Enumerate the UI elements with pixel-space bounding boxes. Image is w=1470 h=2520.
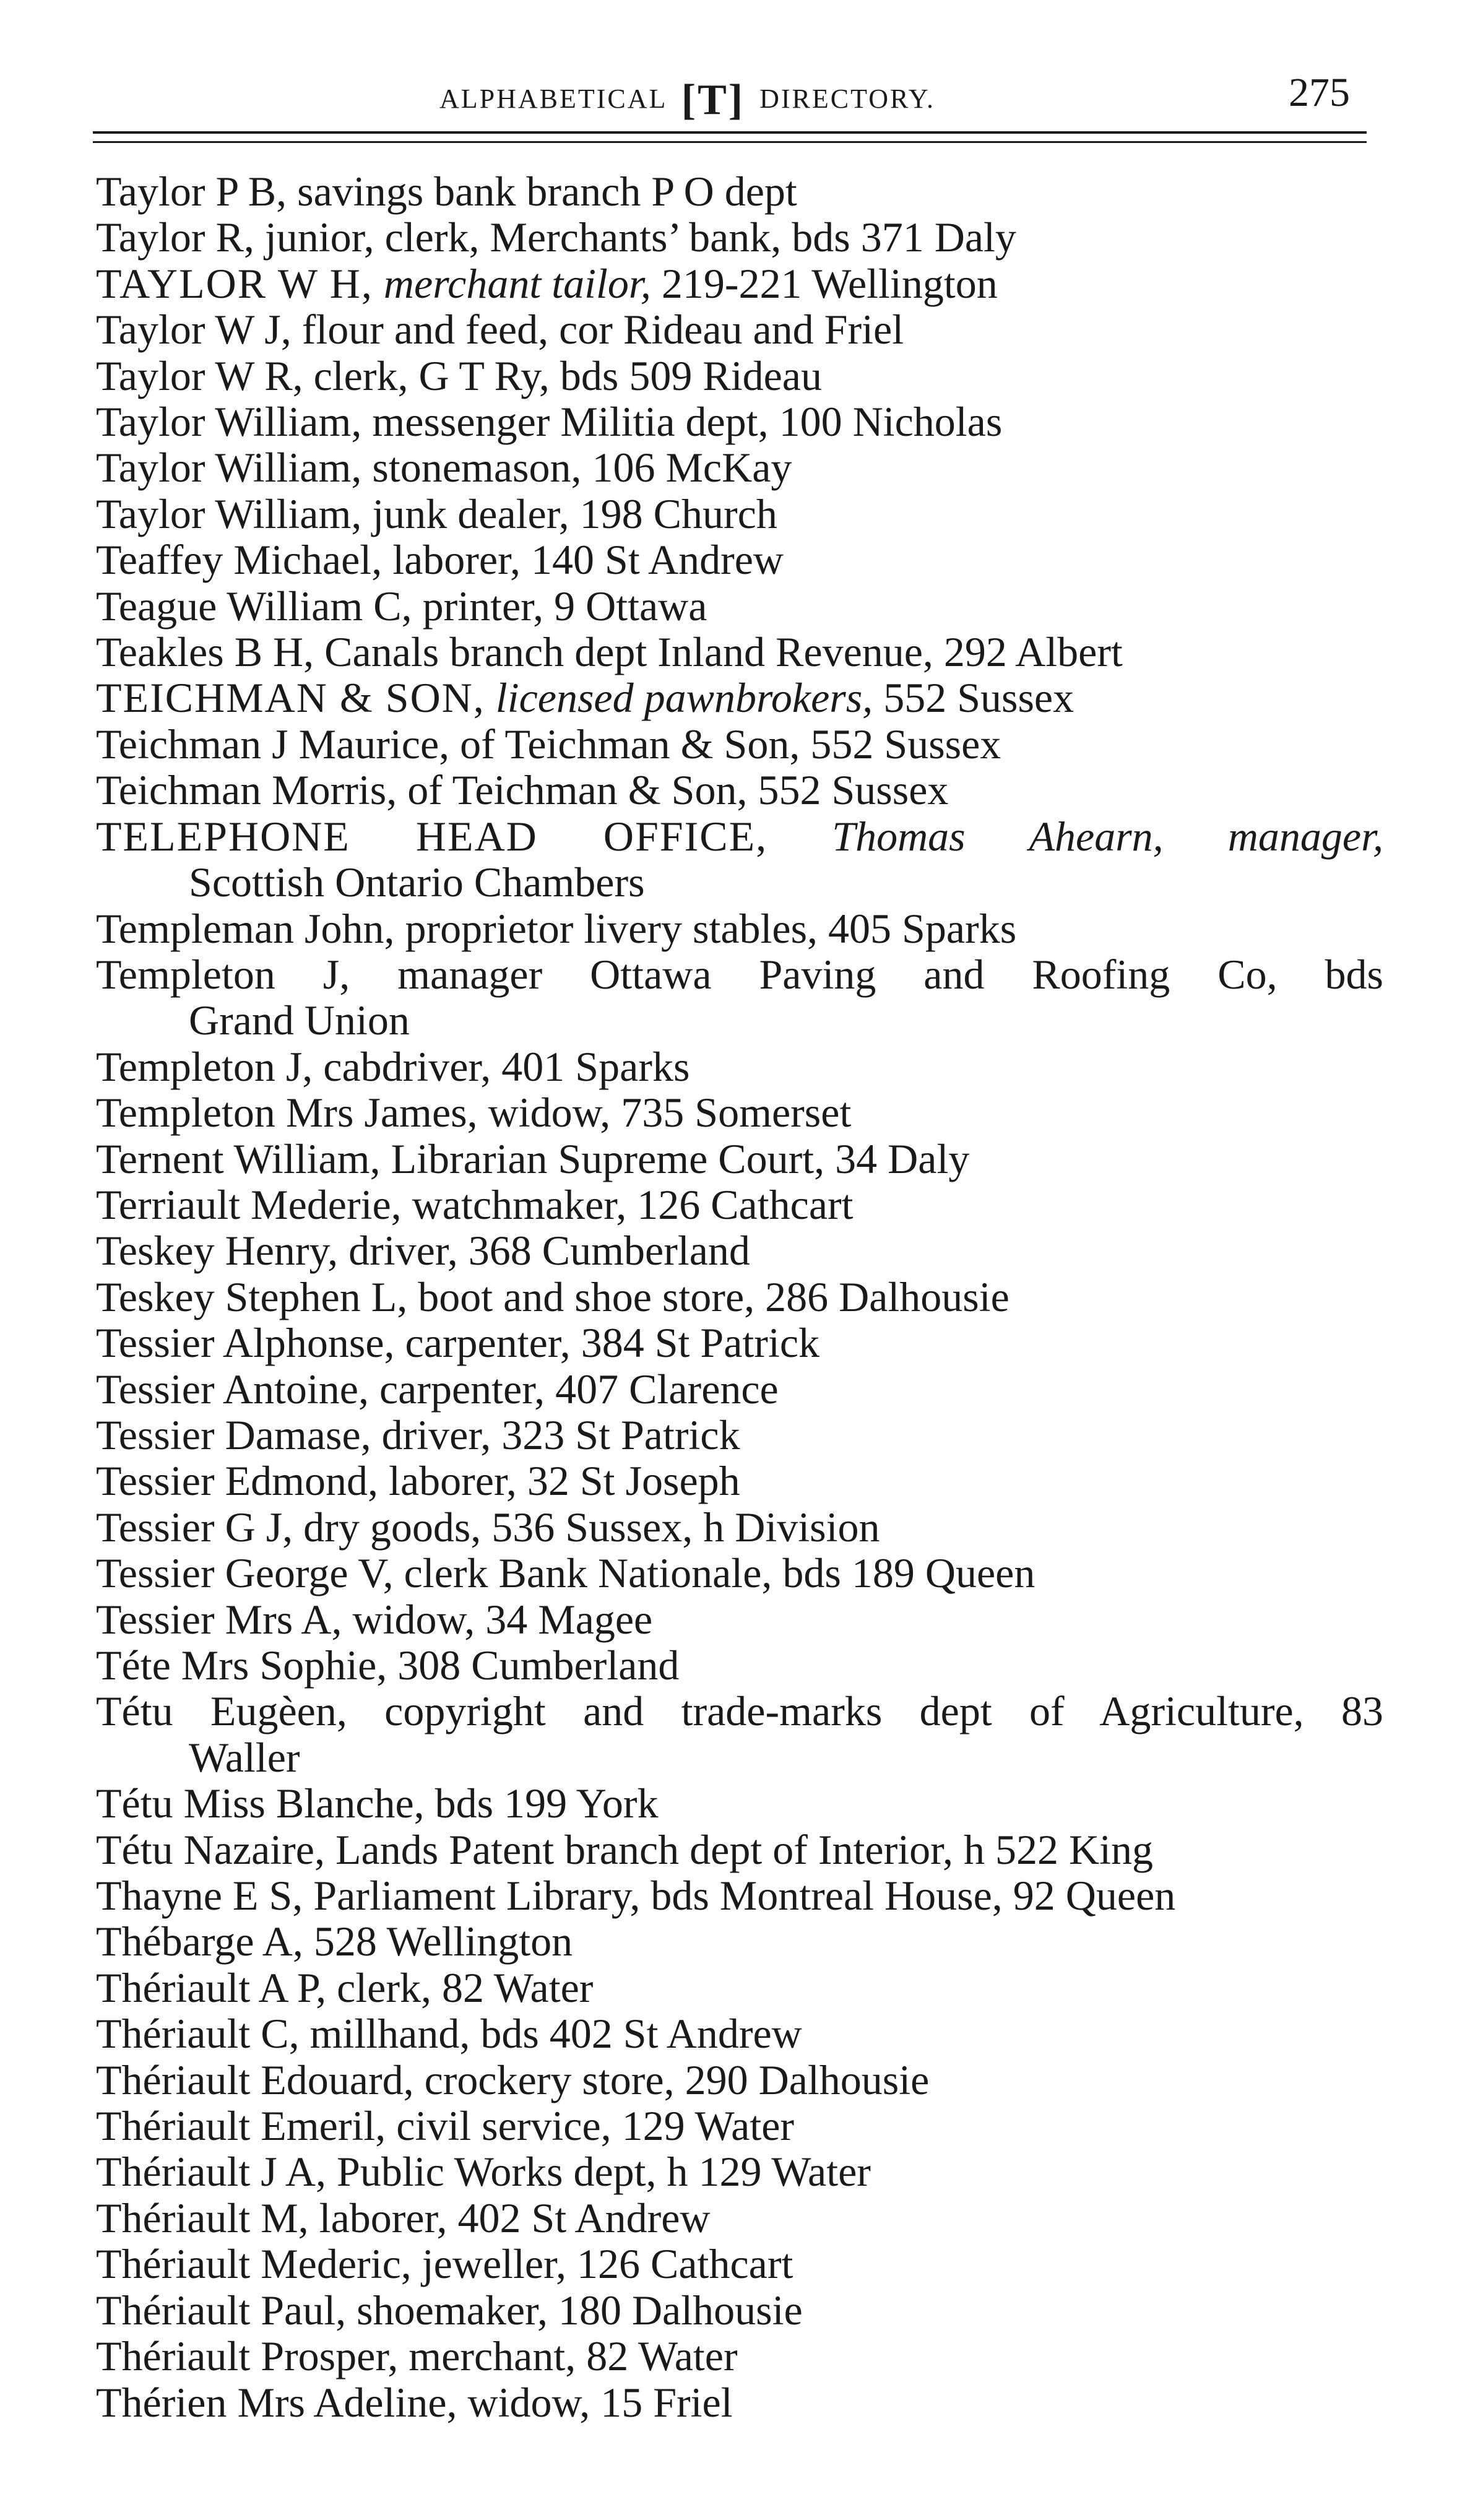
entry-text: Thériault A P, clerk, 82 Water <box>96 1964 594 2011</box>
directory-entry <box>96 1228 1383 1273</box>
entry-description: merchant tailor, <box>383 259 651 307</box>
directory-entry <box>96 813 1383 906</box>
directory-entry <box>96 1044 1383 1089</box>
entry-text: Teakles B H, Canals branch dept Inland Revenue, 292 Albert <box>96 628 1123 676</box>
directory-entry <box>96 583 1383 629</box>
entry-text: Taylor William, stonemason, 106 McKay <box>96 444 792 491</box>
directory-entry <box>96 675 1383 721</box>
directory-entry <box>96 1596 1383 1642</box>
entry-text: Thériault M, laborer, 402 St Andrew <box>96 2194 711 2241</box>
directory-entry <box>96 537 1383 582</box>
directory-entry <box>96 1780 1383 1826</box>
running-title <box>439 76 935 125</box>
directory-entry <box>96 2011 1383 2056</box>
running-title-prefix: ALPHABETICAL <box>439 84 667 114</box>
entry-text: Tessier Mrs A, widow, 34 Magee <box>96 1595 653 1643</box>
entry-text: Tessier George V, clerk Bank Nationale, bds 189 Queen <box>96 1549 1035 1597</box>
entry-text: Tessier G J, dry goods, 536 Sussex, h Division <box>96 1503 880 1551</box>
entry-text: Thériault J A, Public Works dept, h 129 Water <box>96 2148 871 2196</box>
directory-entry <box>96 353 1383 399</box>
entry-text: Thériault Mederic, jeweller, 126 Cathcart <box>96 2240 793 2288</box>
header-rule-bottom <box>93 141 1367 143</box>
directory-entry <box>96 491 1383 537</box>
entry-text: Tétu Nazaire, Lands Patent branch dept of Interior, h 522 King <box>96 1825 1154 1873</box>
directory-entry <box>96 1504 1383 1550</box>
entry-text: Thayne E S, Parliament Library, bds Montreal House, 92 Queen <box>96 1872 1176 1920</box>
entry-text: Taylor William, junk dealer, 198 Church <box>96 490 777 537</box>
entry-text: Templeman John, proprietor livery stables, 405 Sparks <box>96 904 1017 952</box>
entry-text: Teichman J Maurice, of Teichman & Son, 552 Sussex <box>96 720 1001 768</box>
header-rule-top <box>93 131 1367 134</box>
running-title-suffix: DIRECTORY. <box>759 84 935 114</box>
directory-entry <box>96 1366 1383 1412</box>
entry-text: Tessier Antoine, carpenter, 407 Clarence <box>96 1365 779 1413</box>
directory-entry <box>96 2149 1383 2194</box>
directory-entry <box>96 2103 1383 2149</box>
entry-text: Thériault Edouard, crockery store, 290 Dalhousie <box>96 2056 930 2103</box>
entry-line <box>96 260 998 307</box>
directory-entry <box>96 261 1383 306</box>
directory-entry <box>96 214 1383 260</box>
directory-entry <box>96 1089 1383 1135</box>
entry-text: Taylor W R, clerk, G T Ry, bds 509 Rideau <box>96 352 822 399</box>
directory-entry <box>96 306 1383 352</box>
entry-text: Templeton J, manager Ottawa Paving and Roofing Co, bds <box>96 950 1383 998</box>
entry-text: Thébarge A, 528 Wellington <box>96 1918 573 1965</box>
directory-entry <box>96 1827 1383 1873</box>
entry-text: Taylor W J, flour and feed, cor Rideau and Friel <box>96 306 904 353</box>
entry-address: 219-221 Wellington <box>661 259 998 307</box>
directory-entry <box>96 2379 1383 2425</box>
directory-entry <box>96 1136 1383 1182</box>
entry-business-name: TELEPHONE HEAD OFFICE, <box>96 812 768 860</box>
entry-text: Teaffey Michael, laborer, 140 St Andrew <box>96 536 784 584</box>
directory-entry <box>96 1182 1383 1228</box>
entry-text: Thérien Mrs Adeline, widow, 15 Friel <box>96 2378 733 2426</box>
directory-entry <box>96 2241 1383 2287</box>
directory-entry <box>96 721 1383 767</box>
entry-text: Teague William C, printer, 9 Ottawa <box>96 582 707 630</box>
entry-continuation: Scottish Ontario Chambers <box>189 859 645 906</box>
directory-entry <box>96 399 1383 444</box>
entry-text: Taylor P B, savings bank branch P O dept <box>96 168 797 215</box>
directory-entry <box>96 1550 1383 1596</box>
entry-text: Tétu Eugèen, copyright and trade-marks dept of Agriculture, 83 <box>96 1687 1383 1735</box>
directory-entry <box>96 444 1383 490</box>
directory-entry <box>96 2287 1383 2333</box>
entry-text: Teskey Henry, driver, 368 Cumberland <box>96 1227 750 1275</box>
directory-entry <box>96 629 1383 675</box>
directory-entry <box>96 1274 1383 1320</box>
entry-text: Thériault C, millhand, bds 402 St Andrew <box>96 2010 802 2058</box>
directory-entry <box>96 1412 1383 1458</box>
directory-entry <box>96 1458 1383 1504</box>
entry-text: Téte Mrs Sophie, 308 Cumberland <box>96 1642 680 1689</box>
entry-address: 552 Sussex <box>883 674 1074 722</box>
page-header <box>0 69 1470 124</box>
entry-text: Tessier Damase, driver, 323 St Patrick <box>96 1411 740 1458</box>
directory-entry <box>96 906 1383 951</box>
entry-text: Tétu Miss Blanche, bds 199 York <box>96 1780 659 1827</box>
entry-text: Tessier Edmond, laborer, 32 St Joseph <box>96 1457 740 1505</box>
section-letter: [T] <box>681 76 745 124</box>
entry-business-name: TAYLOR W H, <box>96 259 373 307</box>
directory-entry <box>96 1873 1383 1918</box>
entry-description: Thomas Ahearn, manager, <box>832 812 1383 860</box>
entry-text: Terriault Mederie, watchmaker, 126 Cathcart <box>96 1180 854 1228</box>
entry-continuation: Grand Union <box>189 997 410 1044</box>
directory-entry <box>96 2195 1383 2241</box>
directory-entry <box>96 168 1383 214</box>
directory-entry <box>96 767 1383 813</box>
entry-text: Thériault Paul, shoemaker, 180 Dalhousie <box>96 2286 803 2334</box>
entry-text: Tessier Alphonse, carpenter, 384 St Patrick <box>96 1319 820 1367</box>
entry-text: Thériault Emeril, civil service, 129 Water <box>96 2102 795 2150</box>
directory-entry <box>96 1918 1383 1964</box>
entry-business-name: TEICHMAN & SON, <box>96 674 485 722</box>
directory-entry <box>96 1965 1383 2011</box>
entry-text: Teskey Stephen L, boot and shoe store, 286 Dalhousie <box>96 1273 1010 1320</box>
entry-text: Thériault Prosper, merchant, 82 Water <box>96 2332 738 2380</box>
page-number: 275 <box>1289 70 1350 115</box>
directory-entry <box>96 1642 1383 1688</box>
directory-entries <box>96 168 1383 2425</box>
directory-entry <box>96 951 1383 1044</box>
entry-line <box>96 813 1383 859</box>
entry-text: Templeton Mrs James, widow, 735 Somerset <box>96 1089 852 1137</box>
entry-description: licensed pawnbrokers, <box>495 674 873 722</box>
directory-entry <box>96 1320 1383 1366</box>
entry-text: Templeton J, cabdriver, 401 Sparks <box>96 1042 690 1090</box>
entry-line <box>96 674 1074 721</box>
entry-text: Ternent William, Librarian Supreme Court, 34 Daly <box>96 1135 970 1182</box>
entry-continuation: Waller <box>189 1733 300 1781</box>
entry-text: Taylor R, junior, clerk, Merchants’ bank, bds 371 Daly <box>96 214 1016 261</box>
entry-text: Teichman Morris, of Teichman & Son, 552 Sussex <box>96 766 949 814</box>
directory-entry <box>96 2057 1383 2103</box>
directory-entry <box>96 2333 1383 2379</box>
directory-entry <box>96 1688 1383 1780</box>
entry-text: Taylor William, messenger Militia dept, 100 Nicholas <box>96 398 1003 446</box>
